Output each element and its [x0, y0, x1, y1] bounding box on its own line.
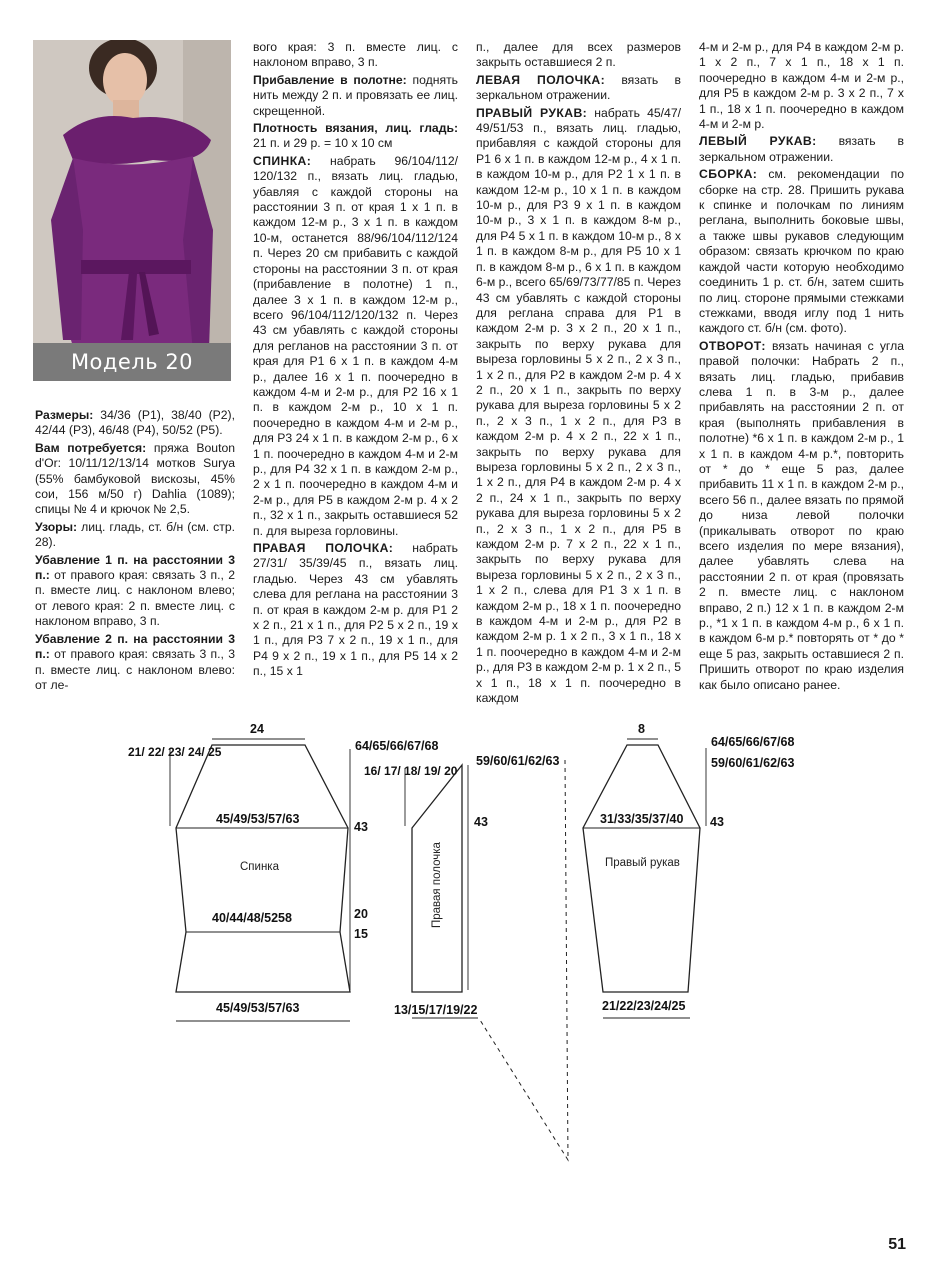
section-heading: ЛЕВЫЙ РУКАВ:	[699, 134, 817, 149]
paragraph-heading: Убавление 2 п. на расстоянии 3 п.:	[35, 631, 235, 662]
sleeve-piece-label: Правый рукав	[605, 857, 680, 869]
paragraph-body: 34/36 (P1), 38/40 (P2), 42/44 (P3), 46/48 (P4), 50/52 (P5).	[35, 408, 235, 438]
paragraph	[253, 73, 458, 119]
paragraph-body: лиц. гладь, ст. б/н (см. стр. 28).	[35, 519, 235, 550]
sleeve-height-inner-label: 59/60/61/62/63	[711, 756, 795, 770]
collar-dashed-line	[480, 760, 568, 1160]
paragraph-body: п., далее для всех размеров закрыть оставшиеся 2 п.	[476, 40, 681, 70]
front-raglan-height-label: 16/ 17/ 18/ 19/ 20	[364, 764, 458, 778]
paragraph	[699, 167, 904, 336]
front-bottom-width-label: 13/15/17/19/22	[394, 1003, 478, 1017]
paragraph-body: вого края: 3 п. вместе лиц. с наклоном вправо, 3 п.	[253, 40, 458, 70]
paragraph	[35, 632, 235, 694]
paragraph	[35, 520, 235, 551]
text-column-4	[699, 40, 904, 695]
paragraph-heading: Плотность вязания, лиц. гладь:	[253, 121, 458, 136]
paragraph	[35, 408, 235, 439]
back-top-width-label: 24	[250, 722, 264, 736]
paragraph	[35, 553, 235, 630]
back-total-height-label: 64/65/66/67/68	[355, 739, 439, 753]
paragraph-body: набрать 96/104/112/ 120/132 п., вязать лиц. гладью, убавляя с каждой стороны на расстоянии 3 п. от края 1 х 1 п. в каждом 12-м р., 3 х 1 п. в каждом 10-м, останется 88/96/104/112/124 п. Через 20 см прибавить с каждой стороны на расстоянии 3 п. от края (прибавление в полотне) 1 п., далее 3 х 1 п. в каждом 12-м р., всего 96/104/112/120/132 п. Через 43 см убавлять с каждой стороны для регланов на расстоянии 3 п. от края для P1 6 х 1 п. в каждом 4-м р., далее 16 х 1 п. поочередно в каждом 4-м и 2-м р., для P2 16 х 1 п. в каждом 2-м р., 10 х 1 п. поочередно в каждом 4-м и 2-м р., для P3 24 х 1 п. в каждом 2-м р., 6 х 1 п. поочередно в каждом 4-м и 2-м р., для P4 32 х 1 п. в каждом 2-м р., 2 х 1 п. поочередно в каждом 4-м и 2-м р., для P5 в каждом 2-м р. 4 х 2 п., 32 х 1 п., закрыть оставшиеся 52 п. для выреза горловины.	[253, 153, 458, 538]
paragraph-body: 4-м и 2-м р., для P4 в каждом 2-м р. 1 х 2 п., 7 х 1 п., 18 х 1 п. поочередно в каждом 4-м и 2-м р., для P5 в каждом 2-м р. 3 х 2 п., 7 х 1 п., 18 х 1 п. поочередно в каждом 4-м и 2-м р.	[699, 40, 904, 132]
section-heading: ЛЕВАЯ ПОЛОЧКА:	[476, 72, 606, 87]
paragraph-body: набрать 27/31/ 35/39/45 п., вязать лиц. гладью. Через 43 см убавлять слева для реглана на расстоянии 3 п. от края в каждом 2-м р. для P1 2 х 2 п., 21 х 1 п., для P2 5 х 2 п., 19 х 1 п., для P3 7 х 2 п., 19 х 1 п., для P4 9 х 2 п., 19 х 1 п., для P5 14 х 2 п., 15 х 1	[253, 541, 458, 679]
model-photo-illustration	[33, 40, 231, 381]
front-total-height-label: 59/60/61/62/63	[476, 754, 560, 768]
sleeve-side-label: 43	[710, 815, 724, 829]
paragraph-heading: Размеры:	[35, 408, 94, 422]
paragraph-heading: Вам потребуется:	[35, 440, 147, 455]
paragraph-body: вязать начиная с угла правой полочки: Набрать 2 п., вязать лиц. гладью, прибавив слева 1 п. в 3-м р., далее прибавлять на расстоянии 2 п. от края (выполнять прибавления в полотне) *6 х 1 п. в каждом 2-м р., 1 х 1 п. в каждом 4-м р.*, повторить от * до * еще 5 раз, далее прибавить 11 х 1 п. в каждом 2-м р., всего 56 п., далее вязать по прямой до низа левой полочки (прикалывать отворот по краю всего изделия по мере вязания), далее убавлять слева на расстоянии 2 п. от края (провязать 2 п. вместе лиц. с наклоном вправо, 2 п.) 12 х 1 п. в каждом 2-м р., *1 х 1 п. в каждом 4-м р., 6 х 1 п. в каждом 6-м р.* повторять от * до * еще 5 раз, закрыть оставшиеся 2 п. Пришить отворот по краю изделия как было описано ранее.	[699, 338, 904, 692]
section-heading: СБОРКА:	[699, 167, 758, 182]
paragraph	[253, 40, 458, 71]
model-caption: Модель 20	[33, 343, 231, 381]
text-column-1	[35, 408, 235, 695]
page-number: 51	[888, 1236, 906, 1253]
pattern-diagram	[0, 700, 928, 1180]
sleeve-cuff-width-label: 21/22/23/24/25	[602, 999, 686, 1013]
paragraph-body: см. рекомендации по сборке на стр. 28. Пришить рукава к спинке и полочкам по линиям реглана, выполнить боковые швы, а также швы рукавов следующим образом: связать крючком по краю каждой части которую необходимо соединить 1 р. ст. б/н, затем сшить по лиц. стороне прямыми стежками стежками, вводя иглу под 1 нить каждого ст. б/н (см. фото).	[699, 167, 904, 336]
paragraph	[35, 441, 235, 518]
back-bottom-width-label: 45/49/53/57/63	[216, 1001, 300, 1015]
text-column-3	[476, 40, 681, 708]
front-piece-label: Правая полочка	[431, 842, 443, 928]
sleeve-height-outer-label: 64/65/66/67/68	[711, 735, 795, 749]
paragraph	[699, 40, 904, 132]
section-heading: ПРАВЫЙ РУКАВ:	[476, 105, 588, 120]
paragraph	[699, 339, 904, 693]
section-heading: СПИНКА:	[253, 153, 312, 168]
sleeve-top-width-label: 8	[638, 722, 645, 736]
sleeve-upper-width-label: 31/33/35/37/40	[600, 812, 684, 826]
paragraph	[476, 40, 681, 71]
back-side-label: 43	[354, 820, 368, 834]
section-heading: ОТВОРОТ:	[699, 338, 766, 353]
paragraph	[699, 134, 904, 165]
paragraph-body: пряжа Bouton d'Or: 10/11/12/13/14 мотков Surya (55% бамбуковой вискозы, 45% сои, 156 м/50 г) Dahlia (1089); спицы № 4 и крючок № 2,5.	[35, 440, 236, 517]
paragraph	[476, 73, 681, 104]
paragraph-body: от правого края: связать 3 п., 2 п. вместе лиц. с наклоном влево; от левого края: 2 п. вместе лиц. с наклоном вправо, 3 п.	[35, 568, 235, 629]
paragraph-body: вязать в зеркальном отражении.	[699, 134, 904, 164]
paragraph-body: от правого края: связать 3 п., 3 п. вместе лиц. с наклоном влево: от ле-	[35, 647, 235, 692]
paragraph	[253, 121, 458, 152]
model-photo	[33, 40, 231, 381]
back-piece-label: Спинка	[240, 861, 279, 873]
section-heading: ПРАВАЯ ПОЛОЧКА:	[253, 541, 394, 555]
front-side-label: 43	[474, 815, 488, 829]
paragraph-heading: Убавление 1 п. на расстоянии 3 п.:	[35, 552, 235, 583]
paragraph-heading: Прибавление в полотне:	[253, 72, 407, 87]
paragraph-body: вязать в зеркальном отражении.	[476, 72, 681, 103]
back-shoulder-height-label: 21/ 22/ 23/ 24/ 25	[128, 745, 222, 759]
text-column-2	[253, 40, 458, 682]
back-waist-lower-label: 15	[354, 927, 368, 941]
back-waist-upper-label: 20	[354, 907, 368, 921]
back-chest-width-label: 45/49/53/57/63	[216, 812, 300, 826]
paragraph-heading: Узоры:	[35, 519, 78, 534]
paragraph-body: набрать 45/47/ 49/51/53 п., вязать лиц. гладью, прибавляя с каждой стороны для P1 6 х 1 п. в каждом 12-м р., 4 х 1 п. в каждом 10-м р., для P2 1 х 1 п. в каждом 12-м р., 10 х 1 п. в каждом 10-м р., для P3 9 х 1 п. в каждом 10-м р., 3 х 1 п. в каждом 8-м р., для P4 5 х 1 п. в каждом 10-м р., 8 х 1 п. в каждом 8-м р., для P5 10 х 1 п. в каждом 8-м р., 6 х 1 п. в каждом 6-м р., всего 65/69/73/77/85 п. Через 43 см убавлять с каждой стороны для реглана справа для P1 в каждом 2-м р. 3 х 2 п., 20 х 1 п., закрыть по верху рукава для выреза горловины 5 х 2 п., 2 х 3 п., 1 х 2 п., для P2 в каждом 2-м р. 4 х 2 п., 20 х 1 п., закрыть по верху рукава для выреза горловины 5 х 2 п., 2 х 3 п., 1 х 2 п., для P3 в каждом 2-м р. 4 х 2 п., 22 х 1 п., закрыть по верху рукава для выреза горловины 5 х 2 п., 2 х 3 п., 1 х 2 п., для P4 в каждом 2-м р. 4 х 2 п., 24 х 1 п., закрыть по верху рукава для выреза горловины 5 х 2 п., 2 х 3 п., 1 х 2 п., для P5 в каждом 2-м р. 7 х 2 п., 22 х 1 п., закрыть по верху рукава для выреза горловины 5 х 2 п., 2 х 3 п., 1 х 2 п., слева для P1 3 х 1 п. в каждом 2-м р., 18 х 1 п. поочередно в каждом 4-м и 2-м р., для P2 в каждом 2-м р. 1 х 2 п., 3 х 1 п., 18 х 1 п. поочередно в каждом 4-м и 2-м р., для P3 в каждом 2-м р. 1 х 2 п., 5 х 1 п., 18 х 1 п. поочередно в каждом	[476, 105, 681, 706]
paragraph	[476, 106, 681, 707]
paragraph-body: 21 п. и 29 р. = 10 х 10 см	[253, 136, 393, 151]
paragraph	[253, 154, 458, 539]
paragraph	[253, 541, 458, 680]
paragraph-body: поднять нить между 2 п. и провязать ее лиц. скрещенной.	[253, 72, 458, 118]
back-waist-width-label: 40/44/48/5258	[212, 911, 292, 925]
